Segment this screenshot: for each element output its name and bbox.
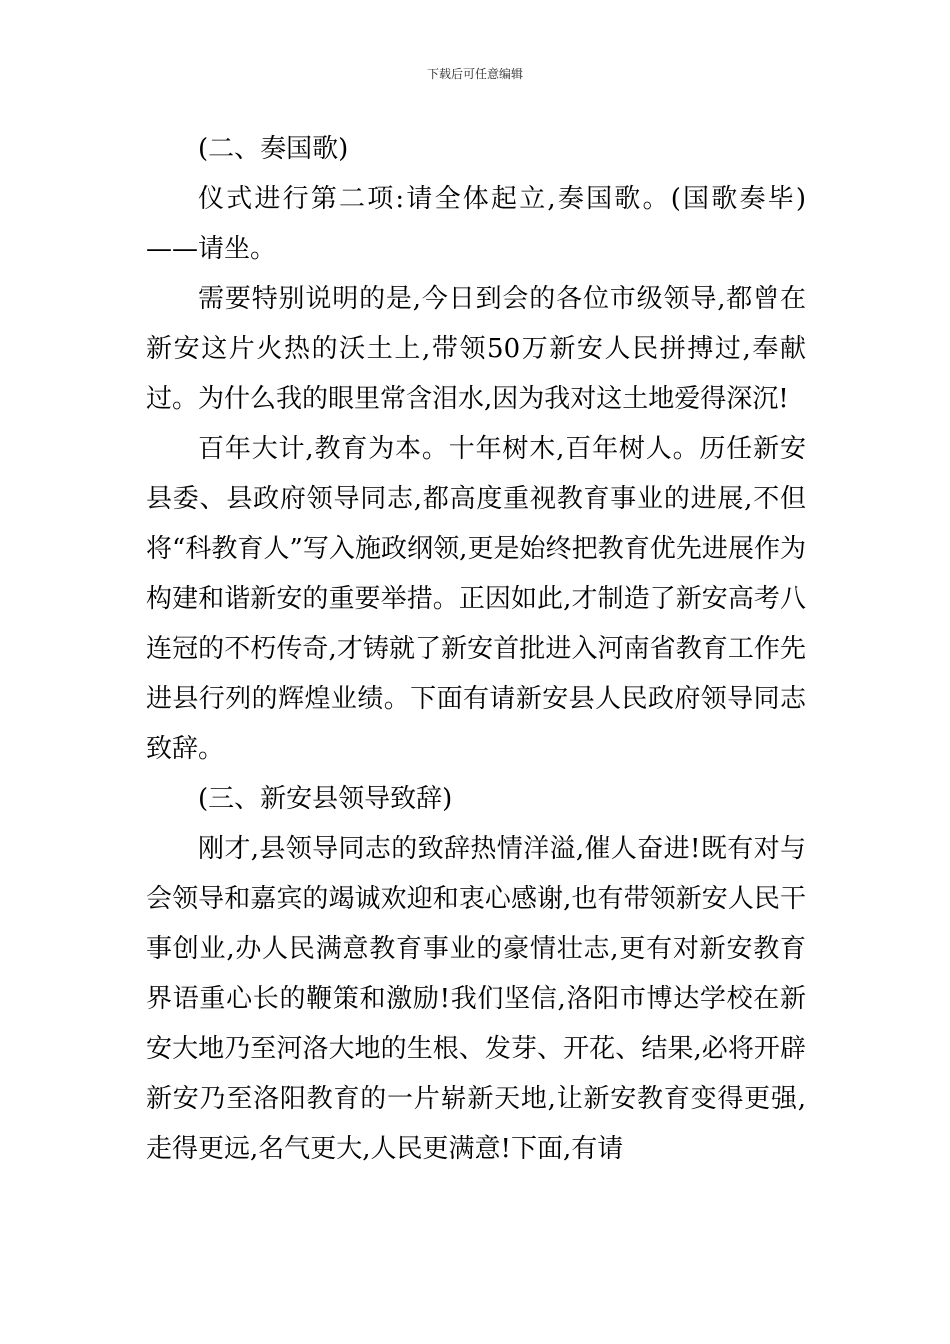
section-heading-county-speech: (三、新安县领导致辞) [198, 784, 453, 814]
section-heading-anthem: (二、奏国歌) [198, 134, 349, 164]
paragraph-leaders-note: 需要特别说明的是,今日到会的各位市级领导,都曾在新安这片火热的沃土上,带领50万新安人民拼搏过,奉献过。为什么我的眼里常含泪水,因为我对这土地爱得深沉! [146, 284, 806, 414]
paragraph-speech-response: 刚才,县领导同志的致辞热情洋溢,催人奋进!既有对与会领导和嘉宾的竭诚欢迎和衷心感谢,也有带领新安人民干事创业,办人民满意教育事业的豪情壮志,更有对新安教育界语重心长的鞭策和激励!我们坚信,洛阳市博达学校在新安大地乃至河洛大地的生根、发芽、开花、结果,必将开辟新安乃至洛阳教育的一片崭新天地,让新安教育变得更强,走得更远,名气更大,人民更满意!下面,有请 [146, 834, 806, 1164]
document-body [146, 124, 806, 1174]
paragraph-education-plan: 百年大计,教育为本。十年树木,百年树人。历任新安县委、县政府领导同志,都高度重视教育事业的进展,不但将“科教育人”写入施政纲领,更是始终把教育优先进展作为构建和谐新安的重要举措。正因如此,才制造了新安高考八连冠的不朽传奇,才铸就了新安首批进入河南省教育工作先进县行列的辉煌业绩。下面有请新安县人民政府领导同志致辞。 [146, 434, 806, 764]
header-note: 下载后可任意编辑 [426, 67, 523, 81]
paragraph-anthem-instruction: 仪式进行第二项:请全体起立,奏国歌。(国歌奏毕)——请坐。 [146, 184, 806, 264]
